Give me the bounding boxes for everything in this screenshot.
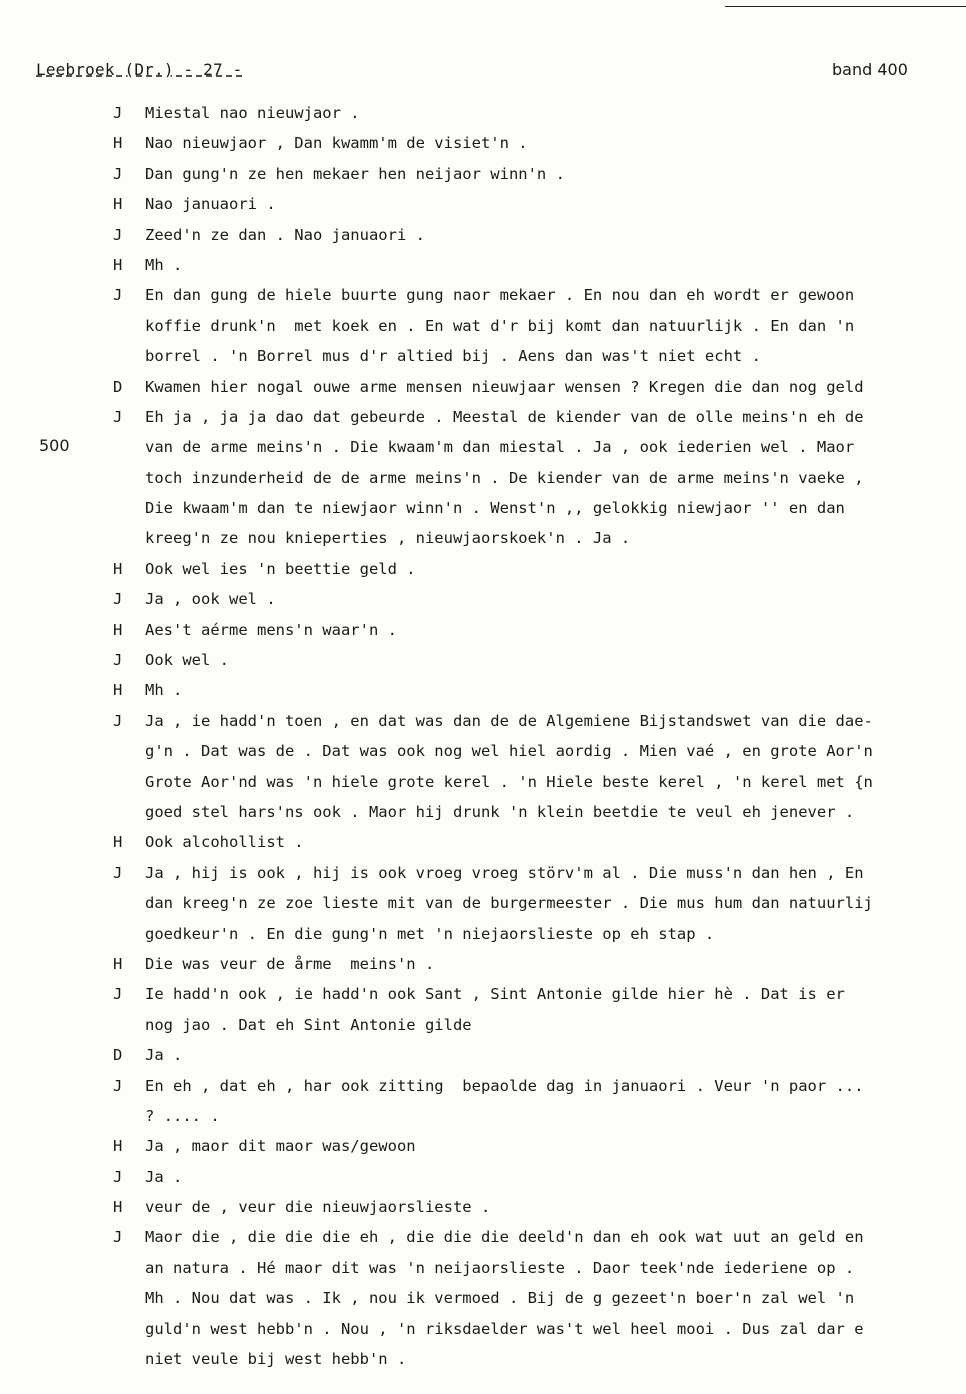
transcript-line	[0, 919, 966, 949]
transcript-line	[0, 554, 966, 584]
line-text: Kwamen hier nogal ouwe arme mensen nieuwjaar wensen ? Kregen die dan nog geld	[145, 377, 864, 396]
speaker-label: H	[113, 620, 123, 639]
line-text: Mh .	[145, 255, 183, 274]
transcript-line	[0, 675, 966, 705]
transcript-line	[0, 220, 966, 250]
line-text: Ja , ie hadd'n toen , en dat was dan de de Algemiene Bijstandswet van die dae-	[145, 711, 873, 730]
transcript-line	[0, 736, 966, 766]
tape-number: band 400	[832, 60, 908, 79]
transcript-line	[0, 128, 966, 158]
transcript-line	[0, 1344, 966, 1374]
line-text: Mh .	[145, 681, 183, 700]
transcript-line	[0, 98, 966, 128]
line-text: Ja , hij is ook , hij is ook vroeg vroeg störv'm al . Die muss'n dan hen , En	[145, 863, 864, 882]
line-text: guld'n west hebb'n . Nou , 'n riksdaelder was't wel heel mooi . Dus zal dar e	[145, 1319, 864, 1338]
line-text: Nao januaori .	[145, 195, 276, 214]
speaker-label: J	[113, 1167, 123, 1186]
speaker-label: H	[113, 833, 123, 852]
transcript-line	[0, 645, 966, 675]
transcript-line	[0, 858, 966, 888]
line-text: Ook alcohollist .	[145, 833, 304, 852]
line-text: Maor die , die die die eh , die die die deeld'n dan eh ook wat uut an geld en	[145, 1228, 864, 1247]
line-text: Die was veur de årme meins'n .	[145, 954, 435, 973]
transcript-line	[0, 827, 966, 857]
line-text: van de arme meins'n . Die kwaam'm dan miestal . Ja , ook iederien wel . Maor	[145, 438, 855, 457]
line-text: veur de , veur die nieuwjaorslieste .	[145, 1198, 491, 1217]
transcript-line	[0, 159, 966, 189]
transcript-line	[0, 493, 966, 523]
line-text: g'n . Dat was de . Dat was ook nog wel hiel aordig . Mien vaé , en grote Aor'n	[145, 742, 873, 761]
margin-counter: 500	[39, 436, 70, 455]
transcript-line	[0, 432, 966, 462]
transcript-line	[0, 979, 966, 1009]
transcript-line	[0, 1253, 966, 1283]
line-text: goed stel hars'ns ook . Maor hij drunk 'n klein beetdie te veul eh jenever .	[145, 802, 855, 821]
speaker-label: D	[113, 377, 123, 396]
line-text: Zeed'n ze dan . Nao januaori .	[145, 225, 425, 244]
transcript-line	[0, 311, 966, 341]
transcript-line	[0, 1101, 966, 1131]
speaker-label: D	[113, 1046, 123, 1065]
line-text: En dan gung de hiele buurte gung naor mekaer . En nou dan eh wordt er gewoon	[145, 286, 855, 305]
transcript-body	[0, 98, 966, 1374]
speaker-label: H	[113, 195, 123, 214]
transcript-line	[0, 341, 966, 371]
line-text: nog jao . Dat eh Sint Antonie gilde	[145, 1015, 472, 1034]
speaker-label: H	[113, 255, 123, 274]
speaker-label: J	[113, 225, 123, 244]
transcript-line	[0, 767, 966, 797]
line-text: Die kwaam'm dan te niewjaor winn'n . Wenst'n ,, gelokkig niewjaor '' en dan	[145, 499, 845, 518]
transcript-line	[0, 523, 966, 553]
line-text: Aes't aérme mens'n waar'n .	[145, 620, 397, 639]
line-text: Nao nieuwjaor , Dan kwamm'm de visiet'n .	[145, 134, 528, 153]
line-text: Mh . Nou dat was . Ik , nou ik vermoed . Bij de g gezeet'n boer'n zal wel 'n	[145, 1289, 855, 1308]
line-text: goedkeur'n . En die gung'n met 'n niejaorslieste op eh stap .	[145, 924, 715, 943]
transcript-line	[0, 706, 966, 736]
transcript-line	[0, 463, 966, 493]
transcript-line	[0, 1071, 966, 1101]
speaker-label: J	[113, 590, 123, 609]
transcript-line	[0, 797, 966, 827]
line-text: Grote Aor'nd was 'n hiele grote kerel . 'n Hiele beste kerel , 'n kerel met {n	[145, 772, 873, 791]
speaker-label: H	[113, 954, 123, 973]
line-text: Eh ja , ja ja dao dat gebeurde . Meestal de kiender van de olle meins'n eh de	[145, 407, 864, 426]
line-text: ? .... .	[145, 1106, 220, 1125]
transcript-line	[0, 189, 966, 219]
line-text: Ja , ook wel .	[145, 590, 276, 609]
line-text: Ja .	[145, 1167, 183, 1186]
line-text: Ja .	[145, 1046, 183, 1065]
speaker-label: H	[113, 1137, 123, 1156]
transcript-line	[0, 1040, 966, 1070]
line-text: Ook wel ies 'n beettie geld .	[145, 559, 416, 578]
speaker-label: H	[113, 134, 123, 153]
transcript-line	[0, 1162, 966, 1192]
line-text: Ja , maor dit maor was/gewoon	[145, 1137, 416, 1156]
transcript-line	[0, 1222, 966, 1252]
speaker-label: J	[113, 863, 123, 882]
page-location-heading: Leebroek (Dr.) - 27 -	[36, 60, 243, 79]
line-text: dan kreeg'n ze zoe lieste mit van de burgermeester . Die mus hum dan natuurlij	[145, 894, 873, 913]
speaker-label: J	[113, 1228, 123, 1247]
transcript-line	[0, 949, 966, 979]
top-rule	[725, 6, 966, 7]
line-text: toch inzunderheid de de arme meins'n . De kiender van de arme meins'n vaeke ,	[145, 468, 864, 487]
transcript-line	[0, 250, 966, 280]
line-text: En eh , dat eh , har ook zitting bepaolde dag in januaori . Veur 'n paor ...	[145, 1076, 864, 1095]
transcript-line	[0, 584, 966, 614]
speaker-label: H	[113, 1198, 123, 1217]
speaker-label: J	[113, 407, 123, 426]
speaker-label: J	[113, 164, 123, 183]
line-text: Ook wel .	[145, 651, 229, 670]
speaker-label: J	[113, 985, 123, 1004]
speaker-label: H	[113, 681, 123, 700]
transcript-line	[0, 1283, 966, 1313]
speaker-label: J	[113, 104, 123, 122]
line-text: Dan gung'n ze hen mekaer hen neijaor winn'n .	[145, 164, 565, 183]
transcript-line	[0, 1192, 966, 1222]
line-text: koffie drunk'n met koek en . En wat d'r bij komt dan natuurlijk . En dan 'n	[145, 316, 855, 335]
line-text: kreeg'n ze nou knieperties , nieuwjaorskoek'n . Ja .	[145, 529, 631, 548]
transcript-line	[0, 1010, 966, 1040]
speaker-label: J	[113, 1076, 123, 1095]
transcript-line	[0, 280, 966, 310]
transcript-line	[0, 1131, 966, 1161]
speaker-label: J	[113, 711, 123, 730]
line-text: borrel . 'n Borrel mus d'r altied bij . Aens dan was't niet echt .	[145, 347, 761, 366]
line-text: an natura . Hé maor dit was 'n neijaorslieste . Daor teek'nde iederiene op .	[145, 1258, 855, 1277]
transcript-line	[0, 372, 966, 402]
transcript-line	[0, 615, 966, 645]
line-text: niet veule bij west hebb'n .	[145, 1350, 407, 1369]
transcript-line	[0, 888, 966, 918]
line-text: Miestal nao nieuwjaor .	[145, 104, 360, 122]
transcript-line	[0, 402, 966, 432]
speaker-label: H	[113, 559, 123, 578]
transcript-line	[0, 1314, 966, 1344]
speaker-label: J	[113, 286, 123, 305]
speaker-label: J	[113, 651, 123, 670]
line-text: Ie hadd'n ook , ie hadd'n ook Sant , Sint Antonie gilde hier hè . Dat is er	[145, 985, 845, 1004]
